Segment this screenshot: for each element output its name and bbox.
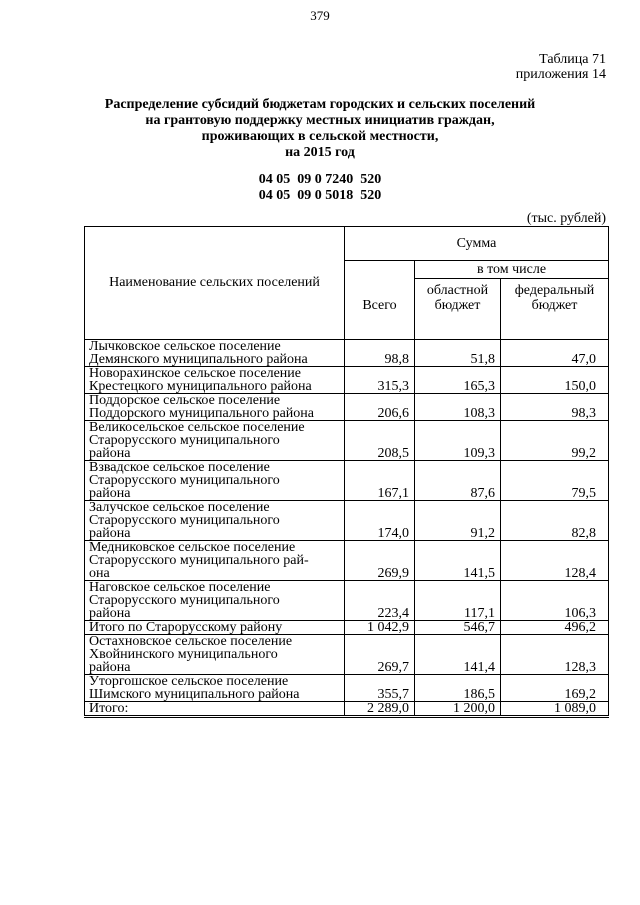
settlement-name-line: Итого: (89, 701, 129, 716)
table-row (85, 581, 609, 621)
federal-amount-cell: 99,2 (501, 421, 609, 461)
settlement-name-line: Поддорского муниципального района (89, 406, 314, 421)
settlement-name-cell (85, 421, 345, 461)
settlement-name-line: Медниковское сельское поселение (89, 540, 296, 555)
subsidy-table (84, 226, 609, 718)
table-header (85, 227, 609, 340)
header-federal (501, 279, 609, 340)
header-name: Наименование сельских поселений (85, 227, 345, 340)
title-line-1: Распределение субсидий бюджетам городских и сельских поселений (104, 97, 536, 112)
settlement-name-line: она (89, 566, 110, 581)
settlement-name-line: Залучское сельское поселение (89, 500, 270, 515)
total-amount-cell: 206,6 (345, 394, 415, 421)
budget-codes (0, 172, 640, 204)
table-row (85, 635, 609, 675)
settlement-name-cell (85, 501, 345, 541)
regional-amount-cell: 1 200,0 (415, 702, 501, 717)
title-line-3: проживающих в сельской местности, (201, 129, 439, 144)
unit-label: (тыс. рублей) (526, 211, 606, 226)
settlement-name-cell (85, 621, 345, 635)
settlement-name-line: Новорахинское сельское поселение (89, 366, 302, 381)
regional-amount-cell: 186,5 (415, 675, 501, 702)
settlement-name-cell (85, 461, 345, 501)
federal-amount-cell: 106,3 (501, 581, 609, 621)
table-row (85, 340, 609, 367)
total-amount-cell: 269,9 (345, 541, 415, 581)
federal-amount-cell: 169,2 (501, 675, 609, 702)
table-row (85, 461, 609, 501)
regional-amount-cell: 109,3 (415, 421, 501, 461)
budget-code-1: 04 05 09 0 7240 520 (258, 172, 382, 187)
document-title (80, 97, 560, 161)
federal-amount-cell: 150,0 (501, 367, 609, 394)
federal-amount-cell: 82,8 (501, 501, 609, 541)
table-row (85, 675, 609, 702)
regional-amount-cell: 108,3 (415, 394, 501, 421)
settlement-name-line: Взвадское сельское поселение (89, 460, 270, 475)
settlement-name-line: Шимского муниципального района (89, 687, 300, 702)
table-reference-line-1: Таблица 71 (539, 52, 606, 67)
header-total: Всего (345, 261, 415, 340)
settlement-name-line: Старорусского муниципального (89, 513, 280, 528)
settlement-name-line: Наговское сельское поселение (89, 580, 271, 595)
settlement-name-line: Хвойнинского муниципального (89, 647, 278, 662)
total-amount-cell: 315,3 (345, 367, 415, 394)
settlement-name-cell (85, 702, 345, 717)
regional-amount-cell: 117,1 (415, 581, 501, 621)
settlement-name-cell (85, 367, 345, 394)
settlement-name-cell (85, 635, 345, 675)
settlement-name-line: Старорусского муниципального рай- (89, 553, 309, 568)
settlement-name-cell (85, 541, 345, 581)
federal-amount-cell: 128,3 (501, 635, 609, 675)
federal-amount-cell: 496,2 (501, 621, 609, 635)
total-amount-cell: 355,7 (345, 675, 415, 702)
settlement-name-line: Демянского муниципального района (89, 352, 308, 367)
federal-amount-cell: 98,3 (501, 394, 609, 421)
header-including: в том числе (415, 261, 609, 279)
settlement-name-line: Остахновское сельское поселение (89, 634, 293, 649)
total-amount-cell: 167,1 (345, 461, 415, 501)
table-reference (516, 52, 606, 82)
total-amount-cell: 174,0 (345, 501, 415, 541)
regional-amount-cell: 87,6 (415, 461, 501, 501)
header-regional-line-1: областной (426, 283, 489, 298)
total-amount-cell: 223,4 (345, 581, 415, 621)
table-row (85, 394, 609, 421)
federal-amount-cell: 47,0 (501, 340, 609, 367)
settlement-name-line: Старорусского муниципального (89, 433, 280, 448)
regional-amount-cell: 141,4 (415, 635, 501, 675)
settlement-name-line: Поддорское сельское поселение (89, 393, 281, 408)
federal-amount-cell: 79,5 (501, 461, 609, 501)
total-row (85, 621, 609, 635)
regional-amount-cell: 51,8 (415, 340, 501, 367)
table-row (85, 501, 609, 541)
page-number: 379 (310, 8, 330, 23)
settlement-name-line: Великосельское сельское поселение (89, 420, 305, 435)
settlement-name-line: Итого по Старорусскому району (89, 620, 283, 635)
settlement-name-line: Лычковское сельское поселение (89, 339, 281, 354)
total-amount-cell: 208,5 (345, 421, 415, 461)
regional-amount-cell: 91,2 (415, 501, 501, 541)
header-federal-line-1: федеральный (514, 283, 595, 298)
settlement-name-line: района (89, 660, 131, 675)
settlement-name-line: района (89, 486, 131, 501)
table-body (85, 340, 609, 717)
total-amount-cell: 98,8 (345, 340, 415, 367)
settlement-name-line: района (89, 446, 131, 461)
regional-amount-cell: 546,7 (415, 621, 501, 635)
total-row (85, 702, 609, 717)
total-amount-cell: 2 289,0 (345, 702, 415, 717)
header-regional (415, 279, 501, 340)
title-line-2: на грантовую поддержку местных инициатив граждан, (145, 113, 495, 128)
settlement-name-line: Старорусского муниципального (89, 593, 280, 608)
settlement-name-cell (85, 581, 345, 621)
settlement-name-cell (85, 675, 345, 702)
federal-amount-cell: 1 089,0 (501, 702, 609, 717)
table-row (85, 367, 609, 394)
regional-amount-cell: 165,3 (415, 367, 501, 394)
total-amount-cell: 1 042,9 (345, 621, 415, 635)
table-row (85, 541, 609, 581)
table-row (85, 421, 609, 461)
header-federal-line-2: бюджет (531, 298, 578, 313)
settlement-name-cell (85, 394, 345, 421)
settlement-name-cell (85, 340, 345, 367)
settlement-name-line: Крестецкого муниципального района (89, 379, 312, 394)
settlement-name-line: района (89, 526, 131, 541)
budget-code-2: 04 05 09 0 5018 520 (258, 188, 382, 203)
header-regional-line-2: бюджет (434, 298, 481, 313)
federal-amount-cell: 128,4 (501, 541, 609, 581)
total-amount-cell: 269,7 (345, 635, 415, 675)
table-reference-line-2: приложения 14 (515, 67, 606, 82)
settlement-name-line: района (89, 606, 131, 621)
settlement-name-line: Старорусского муниципального (89, 473, 280, 488)
regional-amount-cell: 141,5 (415, 541, 501, 581)
title-line-4: на 2015 год (285, 145, 355, 160)
header-sum: Сумма (345, 227, 609, 261)
settlement-name-line: Уторгошское сельское поселение (89, 674, 289, 689)
